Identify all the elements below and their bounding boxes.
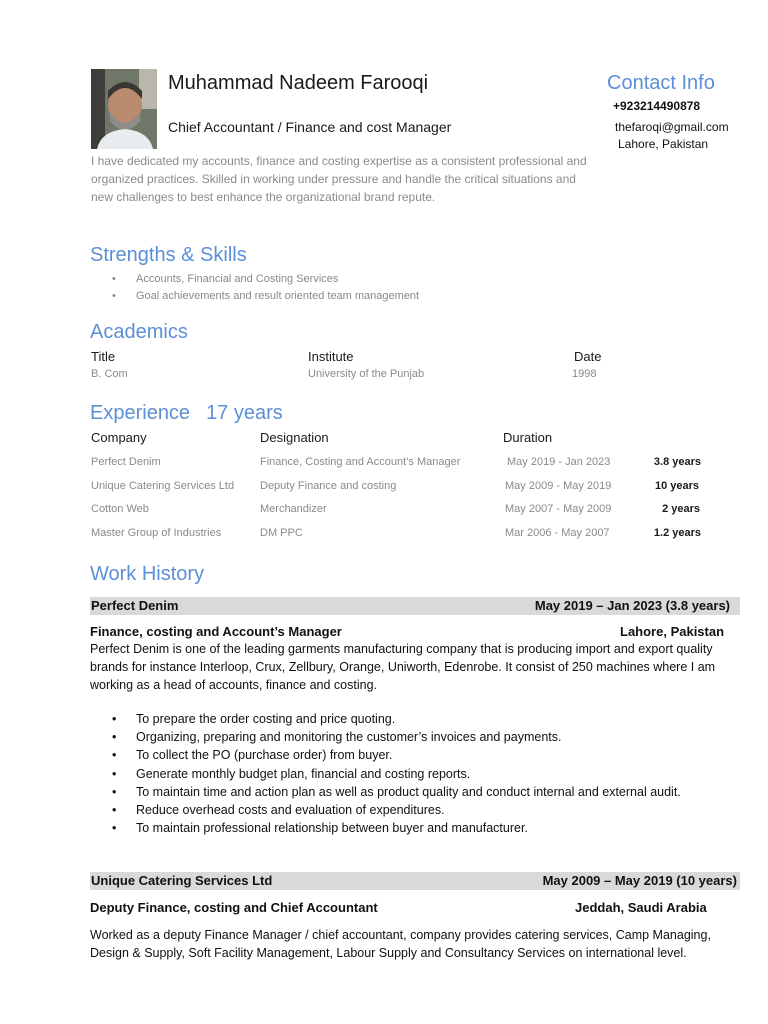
contact-heading: Contact Info <box>607 72 715 94</box>
contact-location: Lahore, Pakistan <box>618 137 709 151</box>
academics-heading: Academics <box>90 321 188 343</box>
experience-col-company: Company <box>91 430 147 445</box>
job-role: Deputy Finance, costing and Chief Accountant <box>90 900 378 915</box>
experience-col-duration: Duration <box>503 430 553 445</box>
job-company: Unique Catering Services Ltd <box>91 873 273 888</box>
job-location: Jeddah, Saudi Arabia <box>575 900 707 915</box>
experience-company: Master Group of Industries <box>91 527 222 539</box>
candidate-name: Muhammad Nadeem Farooqi <box>168 72 429 94</box>
experience-company: Unique Catering Services Ltd <box>91 480 235 492</box>
skills-list <box>112 271 419 305</box>
profile-summary: I have dedicated my accounts, finance and costing expertise as a consistent professional and organized practices. Skilled in working under pressure and handle the critical situations and new challenges to best enhance the organizational brand repute. <box>91 154 587 204</box>
duty-item: • To prepare the order costing and price quoting. <box>112 710 681 728</box>
academics-col-title: Title <box>91 349 116 364</box>
job-duties-list <box>112 710 681 837</box>
job-company: Perfect Denim <box>91 598 179 613</box>
experience-designation: Merchandizer <box>260 503 327 515</box>
experience-total: 17 years <box>206 402 283 424</box>
skills-heading: Strengths & Skills <box>90 244 247 266</box>
experience-duration: May 2019 - Jan 2023 <box>507 456 611 468</box>
duty-item: • To collect the PO (purchase order) from buyer. <box>112 746 681 764</box>
academics-col-institute: Institute <box>308 349 354 364</box>
experience-company: Cotton Web <box>91 503 149 515</box>
academics-degree: B. Com <box>91 368 128 380</box>
experience-designation: DM PPC <box>260 527 303 539</box>
contact-phone: +923214490878 <box>613 99 701 113</box>
profile-photo <box>91 69 157 149</box>
experience-years: 1.2 years <box>653 527 701 539</box>
job-role: Finance, costing and Account’s Manager <box>90 624 342 639</box>
job-header-bar <box>90 597 740 615</box>
experience-heading <box>90 402 283 425</box>
job-period: May 2019 – Jan 2023 (3.8 years) <box>534 598 730 613</box>
job-header-bar <box>90 872 740 890</box>
job-period: May 2009 – May 2019 (10 years) <box>542 873 737 888</box>
experience-duration: May 2009 - May 2019 <box>505 480 612 492</box>
experience-heading-label: Experience <box>90 402 191 424</box>
skill-item: • Goal achievements and result oriented team management <box>112 288 419 305</box>
job-description: Worked as a deputy Finance Manager / chief accountant, company provides catering services, Camp Managing, Design & Supply, Soft Facility Management, Labour Supply and Consultancy Services on international level. <box>90 928 711 960</box>
experience-duration: May 2007 - May 2009 <box>505 503 612 515</box>
contact-email: thefaroqi@gmail.com <box>615 120 729 134</box>
experience-designation: Deputy Finance and costing <box>260 480 397 492</box>
academics-institute: University of the Punjab <box>308 368 425 380</box>
experience-col-designation: Designation <box>260 430 329 445</box>
skill-item: • Accounts, Financial and Costing Services <box>112 271 419 288</box>
job-location: Lahore, Pakistan <box>620 624 725 639</box>
duty-item: • To maintain professional relationship between buyer and manufacturer. <box>112 819 681 837</box>
experience-years: 3.8 years <box>653 456 701 468</box>
experience-company: Perfect Denim <box>91 456 161 468</box>
duty-item: • Reduce overhead costs and evaluation of expenditures. <box>112 801 681 819</box>
candidate-title: Chief Accountant / Finance and cost Manager <box>168 119 452 135</box>
duty-item: • Organizing, preparing and monitoring the customer’s invoices and payments. <box>112 728 681 746</box>
job-description: Perfect Denim is one of the leading garments manufacturing company that is producing import and export quality brands for instance Interloop, Crux, Zellbury, Orange, Uniworth, Edenrobe. It consist of 250 machines where I am working as a head of accounts, finance and costing. <box>90 642 716 692</box>
experience-duration: Mar 2006 - May 2007 <box>505 527 610 539</box>
academics-year: 1998 <box>572 368 597 380</box>
experience-years: 10 years <box>654 480 699 492</box>
duty-item: • To maintain time and action plan as well as product quality and conduct internal and external audit. <box>112 783 681 801</box>
academics-col-date: Date <box>574 349 602 364</box>
experience-designation: Finance, Costing and Account’s Manager <box>260 456 461 468</box>
work-history-heading: Work History <box>90 563 205 585</box>
duty-item: • Generate monthly budget plan, financial and costing reports. <box>112 765 681 783</box>
experience-years: 2 years <box>662 503 700 515</box>
